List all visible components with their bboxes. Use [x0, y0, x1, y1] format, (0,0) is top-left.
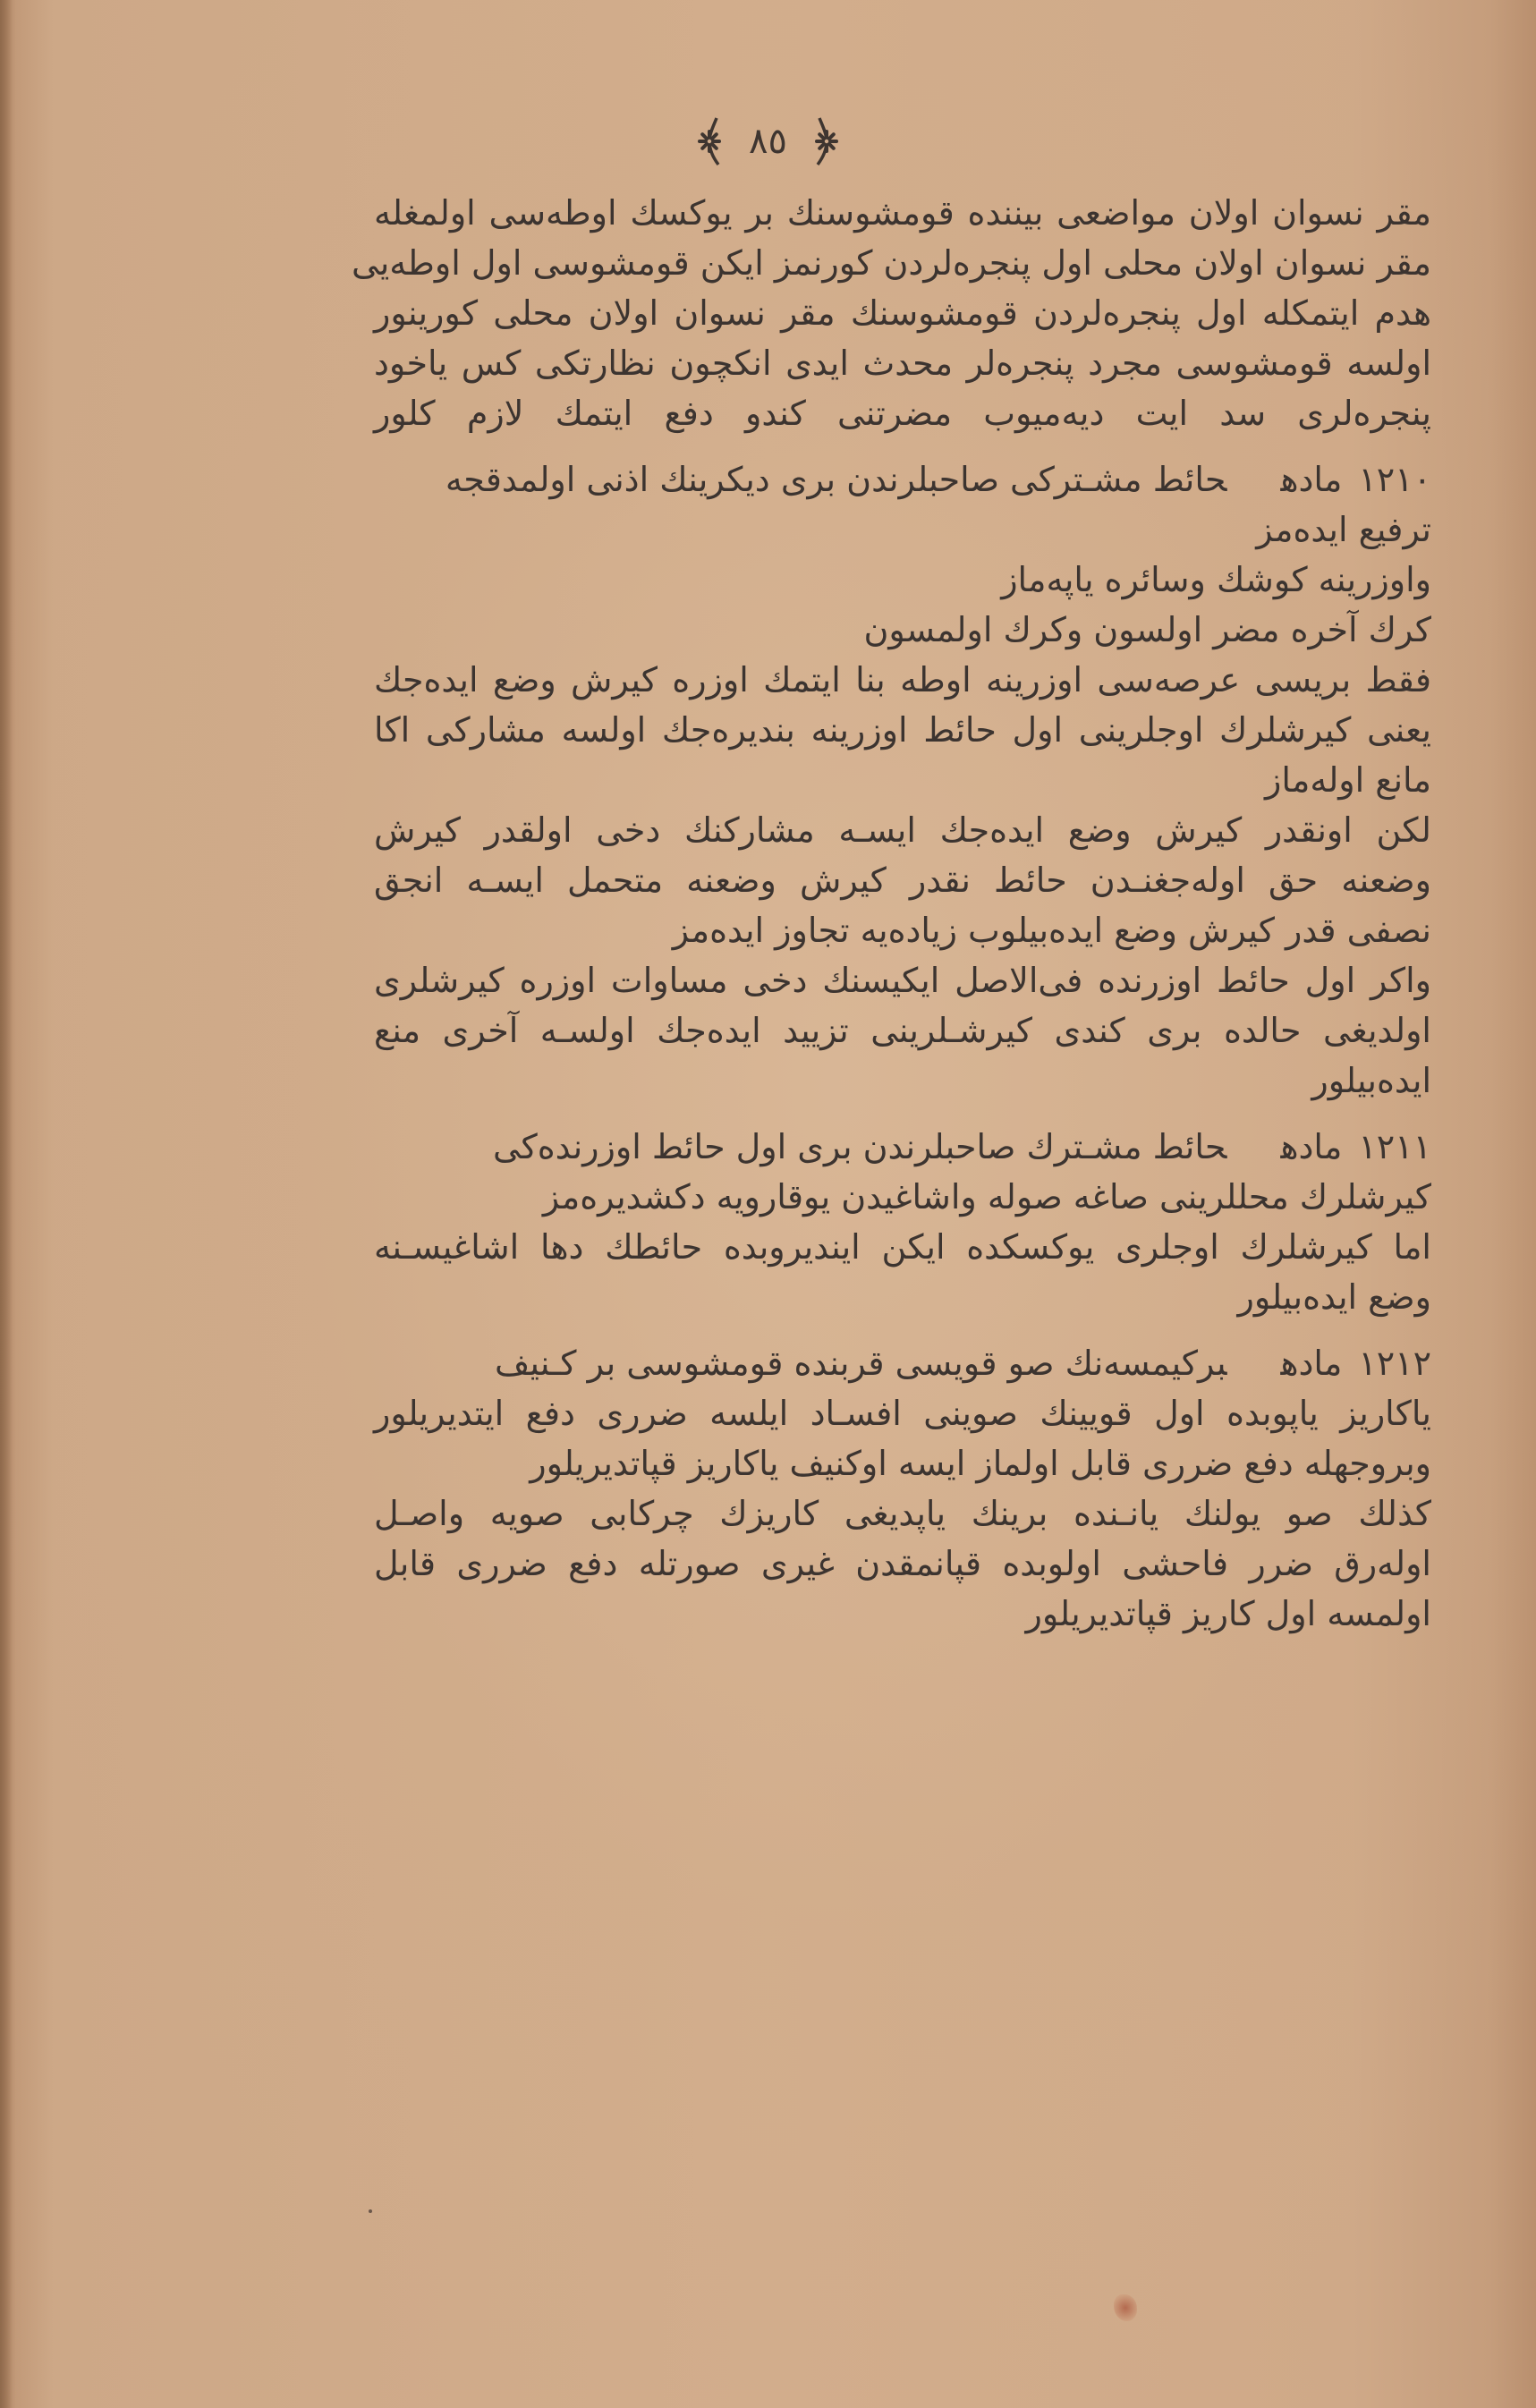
article-number: ١٢١٢ [1358, 1344, 1431, 1383]
text-line: پنجره‌لری سد ایت دیه‌میوب مضرتنی کندو دفع ایتمك لازم کلور [374, 394, 1431, 433]
paragraph [352, 188, 1431, 438]
paragraph [374, 1488, 1431, 1639]
text-line: نصفی قدر کیرش وضع ایده‌بیلوب زیاده‌یه تجاوز ایده‌مز [672, 911, 1431, 950]
article-1210 [374, 454, 1431, 555]
text-line: وضع ایده‌بیلور [1237, 1277, 1431, 1317]
text-line: مقر نسوان اولان مواضعی بیننده قومشوسنك بر یوکسك اوطه‌سی اولمغله [374, 193, 1431, 233]
paper-stain [1114, 2294, 1137, 2321]
text-line: مانع اوله‌ماز [1265, 760, 1431, 800]
page-number: ٨٥ [749, 121, 787, 162]
text-line: واوزرینه کوشك وسائره یاپه‌ماز [1001, 560, 1431, 599]
paragraph [374, 655, 1431, 805]
text-line: هدم ایتمکله اول پنجره‌لردن قومشوسنك مقر نسوان اولان محلی کورینور [374, 293, 1431, 333]
page-header [0, 114, 1536, 172]
ink-speck [369, 2209, 372, 2213]
text-line: اولدیغی حالده بری کندی کیرشـلرینی تزیید ایده‌جك اولسـه آخری منع [374, 1011, 1431, 1050]
text-line: ترفیع ایده‌مز [1256, 510, 1431, 549]
paragraph [374, 805, 1431, 955]
text-line: اما کیرشلرك اوجلری یوکسکده ایکن ایندیروبده حائطك دها اشاغیسـنه [374, 1227, 1431, 1267]
flower-ornament-icon [807, 114, 843, 168]
paragraph [374, 955, 1431, 1106]
text-line: وبروجهله دفع ضرری قابل اولماز ایسه اوکنیف یاکاریز قپاتدیریلور [530, 1444, 1431, 1483]
flower-ornament-icon [693, 114, 729, 168]
body-text [352, 188, 1431, 1639]
text-line: حائط مشـترك صاحبلرندن بری اول حائط اوزرنده‌کی [492, 1127, 1227, 1166]
text-line: اولمسه اول کاریز قپاتدیریلور [1025, 1594, 1431, 1633]
text-line: لکن اونقدر کیرش وضع ایده‌جك ایسـه مشارکنك دخی اولقدر کیرش [374, 810, 1431, 850]
text-line: مقر نسوان اولان محلی اول پنجره‌لردن کورنمز ایکن قومشوسی اول اوطه‌یی [352, 243, 1431, 283]
text-line: اولسه قومشوسی مجرد پنجره‌لر محدث ایدی انکچون نظارتکی کس یاخود [374, 343, 1431, 383]
text-line: فقط بریسی عرصه‌سی اوزرینه اوطه بنا ایتمك اوزره کیرش وضع ایده‌جك [374, 660, 1431, 700]
text-line: واکر اول حائط اوزرنده فی‌الاصل ایکیسنك دخی مساوات اوزره کیرشلری [374, 961, 1431, 1000]
article-number: ١٢١٠ [1358, 460, 1431, 499]
paragraph [374, 1222, 1431, 1322]
article-label: ماده [1280, 460, 1343, 499]
paragraph [374, 555, 1431, 655]
text-line: وضعنه حق اوله‌جغنـدن حائط نقدر کیرش وضعنه متحمل ایسـه انجق [374, 861, 1431, 900]
text-line: کرك آخره مضر اولسون وکرك اولمسون [863, 610, 1431, 649]
article-label: ماده [1280, 1344, 1343, 1383]
text-line: برکیمسه‌نك صو قویسی قربنده قومشوسی بر کـنیف [495, 1344, 1227, 1383]
text-line: حائط مشـترکی صاحبلرندن بری دیکرینك اذنی اولمدقجه [445, 460, 1227, 499]
text-line: ایده‌بیلور [1311, 1061, 1431, 1100]
article-1212 [374, 1338, 1431, 1488]
article-label: ماده [1280, 1127, 1343, 1166]
text-line: یاکاریز یاپوبده اول قویینك صوینی افسـاد ایلسه ضرری دفع ایتدیریلور [374, 1394, 1431, 1433]
article-number: ١٢١١ [1358, 1127, 1431, 1166]
text-line: کیرشلرك محللرینی صاغه صوله واشاغیدن یوقارویه دکشدیره‌مز [542, 1177, 1431, 1217]
text-line: یعنی کیرشلرك اوجلرینی اول حائط اوزرینه بندیره‌جك اولسه مشارکی اکا [374, 710, 1431, 750]
article-1211 [374, 1122, 1431, 1222]
text-line: کذلك صو یولنك یانـنده برینك یاپدیغی کاریزك چرکابی صویه واصـل [374, 1494, 1431, 1533]
text-line: اوله‌رق ضرر فاحشی اولوبده قپانمقدن غیری صورتله دفع ضرری قابل [374, 1544, 1431, 1583]
